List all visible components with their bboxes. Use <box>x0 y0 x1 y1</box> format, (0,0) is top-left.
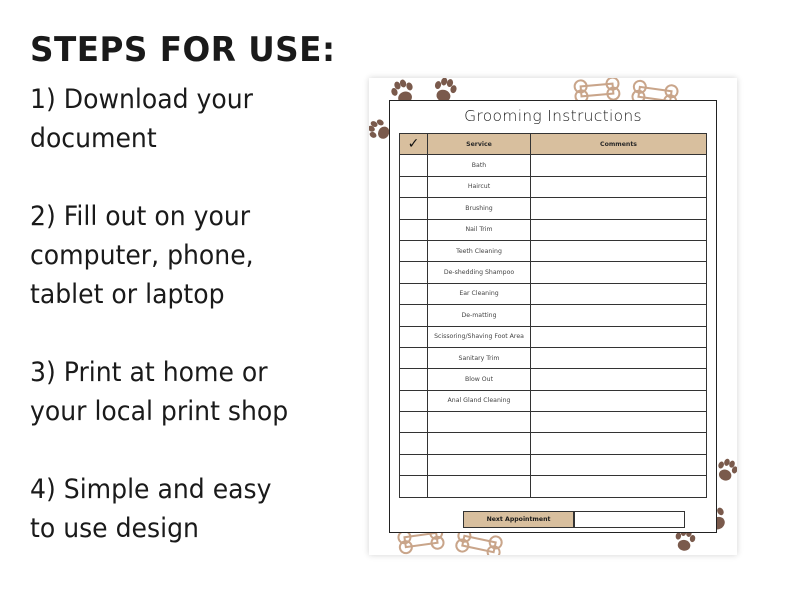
comments-cell[interactable] <box>531 454 707 475</box>
comments-cell[interactable] <box>531 305 707 326</box>
comments-cell[interactable] <box>531 412 707 433</box>
checkbox-cell[interactable] <box>400 454 428 475</box>
checkbox-cell[interactable] <box>400 326 428 347</box>
table-row <box>400 262 707 283</box>
table-row <box>400 347 707 368</box>
table-row <box>400 219 707 240</box>
service-cell: Haircut <box>428 176 531 197</box>
comments-cell[interactable] <box>531 326 707 347</box>
steps-heading: STEPS FOR USE: <box>30 30 336 70</box>
service-cell: Brushing <box>428 198 531 219</box>
checkbox-cell[interactable] <box>400 476 428 497</box>
table-row <box>400 240 707 261</box>
grooming-sheet-preview <box>369 78 737 555</box>
step-2: 2) Fill out on your computer, phone, tablet or laptop <box>30 201 254 310</box>
checkbox-cell[interactable] <box>400 412 428 433</box>
table-row <box>400 390 707 411</box>
service-cell <box>428 412 531 433</box>
comments-cell[interactable] <box>531 155 707 176</box>
checkbox-cell[interactable] <box>400 176 428 197</box>
comments-cell[interactable] <box>531 369 707 390</box>
checkbox-cell[interactable] <box>400 283 428 304</box>
comments-cell[interactable] <box>531 283 707 304</box>
checkbox-cell[interactable] <box>400 198 428 219</box>
services-table <box>399 133 707 498</box>
comments-cell[interactable] <box>531 198 707 219</box>
checkbox-cell[interactable] <box>400 155 428 176</box>
table-header-row <box>400 134 707 155</box>
service-cell: Sanitary Trim <box>428 347 531 368</box>
table-row <box>400 176 707 197</box>
service-cell <box>428 454 531 475</box>
table-row <box>400 369 707 390</box>
service-cell: Ear Cleaning <box>428 283 531 304</box>
service-cell <box>428 476 531 497</box>
comments-cell[interactable] <box>531 433 707 454</box>
service-cell: De-matting <box>428 305 531 326</box>
table-row <box>400 454 707 475</box>
service-cell: Anal Gland Cleaning <box>428 390 531 411</box>
table-row <box>400 305 707 326</box>
service-cell: Scissoring/Shaving Foot Area <box>428 326 531 347</box>
table-row <box>400 433 707 454</box>
step-4: 4) Simple and easy to use design <box>30 474 272 544</box>
table-row <box>400 412 707 433</box>
comments-cell[interactable] <box>531 476 707 497</box>
service-cell: Bath <box>428 155 531 176</box>
table-row <box>400 198 707 219</box>
comments-cell[interactable] <box>531 219 707 240</box>
service-cell: Blow Out <box>428 369 531 390</box>
step-3: 3) Print at home or your local print shop <box>30 357 289 427</box>
comments-cell[interactable] <box>531 240 707 261</box>
service-cell: Teeth Cleaning <box>428 240 531 261</box>
service-cell: Nail Trim <box>428 219 531 240</box>
check-icon: ✓ <box>407 136 420 153</box>
comments-cell[interactable] <box>531 347 707 368</box>
checkbox-cell[interactable] <box>400 305 428 326</box>
checkbox-cell[interactable] <box>400 262 428 283</box>
service-cell <box>428 433 531 454</box>
checkbox-cell[interactable] <box>400 369 428 390</box>
step-1: 1) Download your document <box>30 84 254 154</box>
checkbox-cell[interactable] <box>400 390 428 411</box>
next-appointment-label: Next Appointment <box>463 511 574 528</box>
checkbox-cell[interactable] <box>400 240 428 261</box>
checkbox-cell[interactable] <box>400 433 428 454</box>
checkbox-cell[interactable] <box>400 347 428 368</box>
table-row <box>400 326 707 347</box>
comments-cell[interactable] <box>531 176 707 197</box>
check-column-header <box>400 134 428 155</box>
form-frame <box>389 100 717 533</box>
form-title: Grooming Instructions <box>464 107 642 125</box>
comments-column-header: Comments <box>531 134 707 155</box>
service-cell: De-shedding Shampoo <box>428 262 531 283</box>
table-row <box>400 283 707 304</box>
table-row <box>400 155 707 176</box>
checkbox-cell[interactable] <box>400 219 428 240</box>
comments-cell[interactable] <box>531 262 707 283</box>
table-row <box>400 476 707 497</box>
steps-panel <box>30 30 350 548</box>
next-appointment-field[interactable] <box>574 511 685 528</box>
comments-cell[interactable] <box>531 390 707 411</box>
service-column-header: Service <box>428 134 531 155</box>
